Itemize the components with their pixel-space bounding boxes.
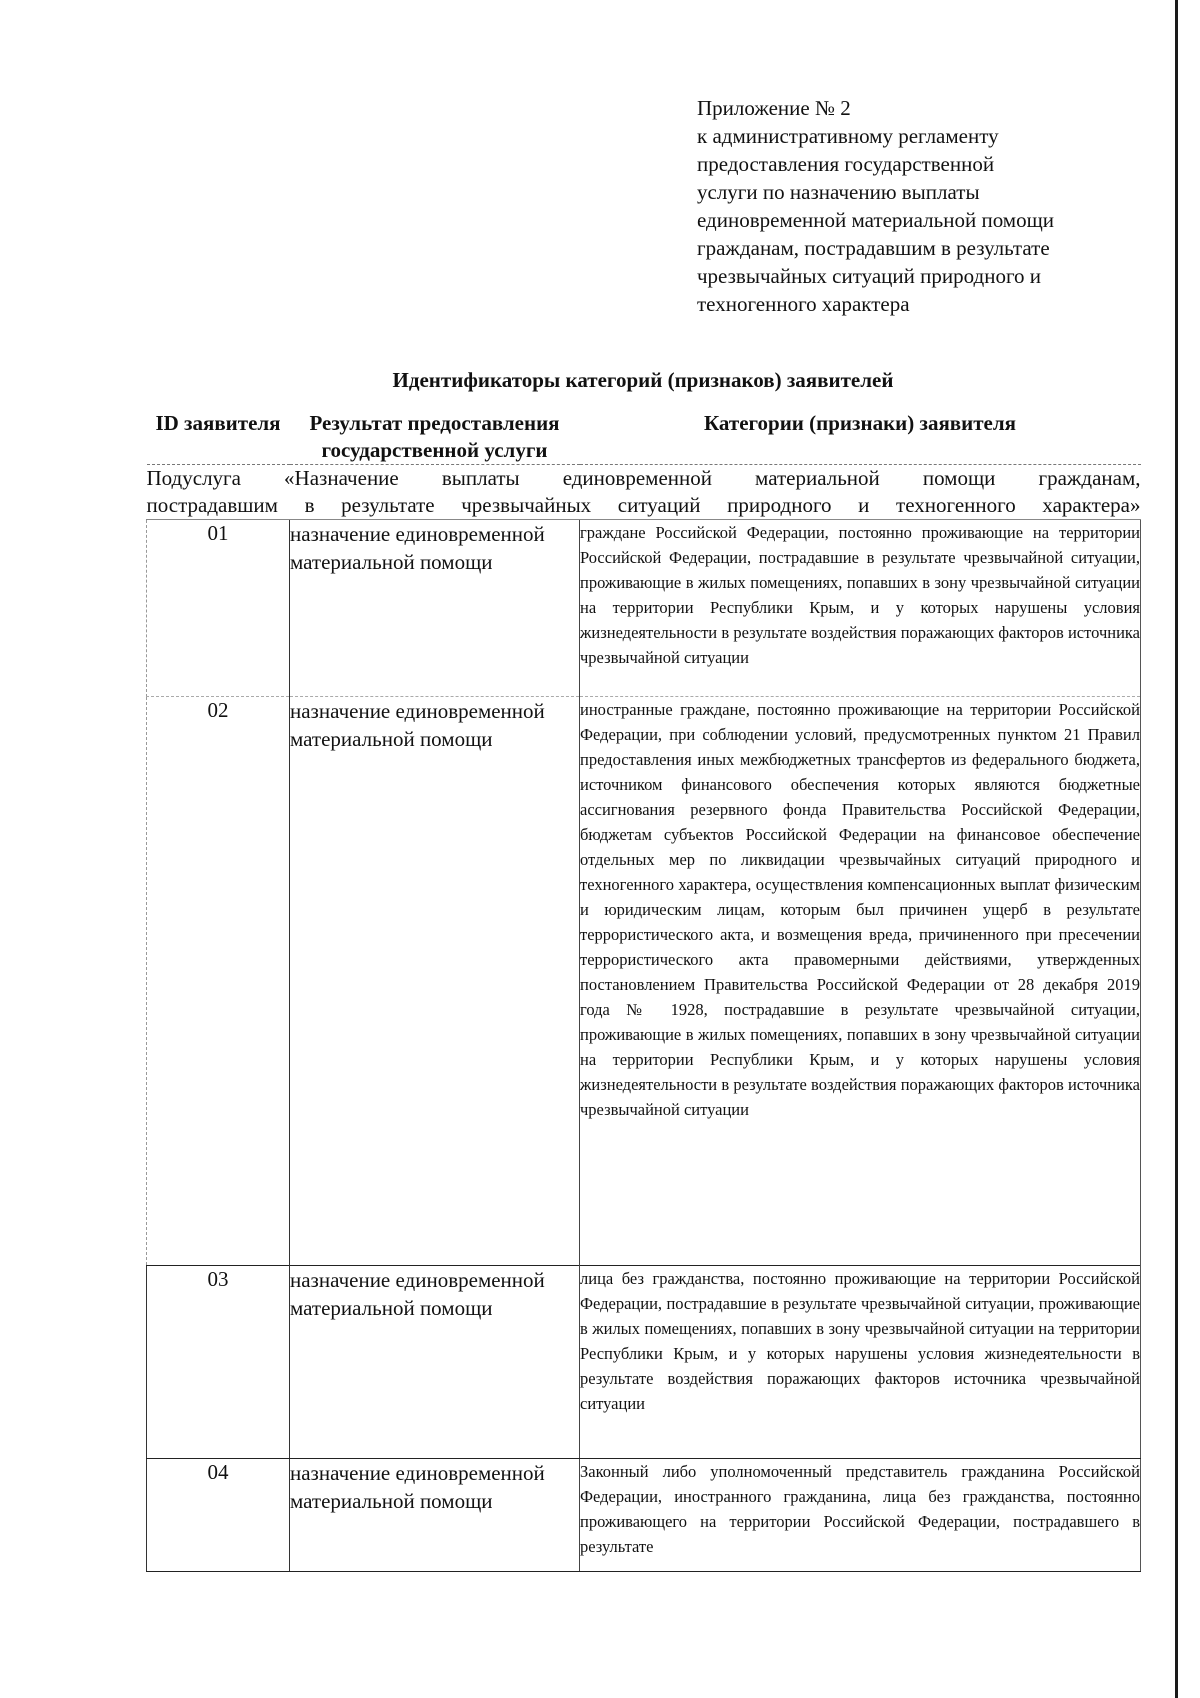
table-row — [147, 1459, 1141, 1572]
table-row — [147, 697, 1141, 1266]
table-row — [147, 1266, 1141, 1459]
cell-id: 02 — [147, 697, 290, 1266]
cell-id: 04 — [147, 1459, 290, 1572]
cell-id: 03 — [147, 1266, 290, 1459]
appendix-line: предоставления государственной — [697, 152, 995, 176]
header-category: Категории (признаки) заявителя — [580, 410, 1141, 465]
appendix-line: к административному регламенту — [697, 124, 999, 148]
cell-id: 01 — [147, 520, 290, 697]
cell-category: иностранные граждане, постоянно проживающие на территории Российской Федерации, при соблюдении условий, предусмотренных пунктом 21 Правил предоставления иных межбюджетных трансфертов из федерального бюджета, источником финансового обеспечения которых являются бюджетные ассигнования резервного фонда Правительства Российской Федерации, бюджетам субъектов Российской Федерации на финансовое обеспечение отдельных мер по ликвидации чрезвычайных ситуаций природного и техногенного характера, осуществления компенсационных выплат физическим и юридическим лицам, которым был причинен ущерб в результате террористического акта, и возмещения вреда, причиненного при пресечении террористического акта правомерными действиями, утвержденных постановлением Правительства Российской Федерации от 28 декабря 2019 года № 1928, пострадавшие в результате чрезвычайной ситуации, проживающие в жилых помещениях, попавших в зону чрезвычайной ситуации на территории Республики Крым, и у которых нарушены условия жизнедеятельности в результате воздействия поражающих факторов источника чрезвычайной ситуации — [580, 697, 1141, 1266]
subservice-cell — [147, 465, 1141, 520]
header-result: Результат предоставления государственной услуги — [290, 410, 580, 465]
appendix-line: Приложение № 2 — [697, 96, 851, 120]
table-row — [147, 520, 1141, 697]
cell-category: Законный либо уполномоченный представитель гражданина Российской Федерации, иностранного гражданина, лица без гражданства, постоянно проживающего на территории Российской Федерации, пострадавшего в результате — [580, 1459, 1141, 1572]
subservice-line: пострадавшим в результате чрезвычайных ситуаций природного и техногенного характера» — [146, 493, 1141, 517]
appendix-line: чрезвычайных ситуаций природного и — [697, 264, 1042, 288]
cell-result: назначение единовременной материальной помощи — [290, 520, 580, 697]
page-edge-line — [1175, 0, 1178, 1698]
cell-result: назначение единовременной материальной помощи — [290, 697, 580, 1266]
appendix-line: услуги по назначению выплаты — [697, 180, 980, 204]
appendix-line: гражданам, пострадавшим в результате — [697, 236, 1050, 260]
appendix-header — [697, 94, 1127, 318]
appendix-line: техногенного характера — [697, 292, 910, 316]
applicant-categories-table — [146, 410, 1141, 1572]
table-header-row — [147, 410, 1141, 465]
cell-category: лица без гражданства, постоянно проживающие на территории Российской Федерации, пострадавшие в результате чрезвычайной ситуации, проживающие в жилых помещениях, попавших в зону чрезвычайной ситуации на территории Республики Крым, и у которых нарушены условия жизнедеятельности в результате воздействия поражающих факторов источника чрезвычайной ситуации — [580, 1266, 1141, 1459]
appendix-line: единовременной материальной помощи — [697, 208, 1054, 232]
header-id: ID заявителя — [147, 410, 290, 465]
subservice-line: Подуслуга «Назначение выплаты единовременной материальной помощи гражданам, — [146, 466, 1141, 490]
cell-result: назначение единовременной материальной помощи — [290, 1459, 580, 1572]
document-title: Идентификаторы категорий (признаков) заявителей — [392, 368, 894, 392]
subservice-row — [147, 465, 1141, 520]
cell-category: граждане Российской Федерации, постоянно проживающие на территории Российской Федерации, пострадавшие в результате чрезвычайной ситуации, проживающие в жилых помещениях, попавших в зону чрезвычайной ситуации на территории Республики Крым, и у которых нарушены условия жизнедеятельности в результате воздействия поражающих факторов источника чрезвычайной ситуации — [580, 520, 1141, 697]
cell-result: назначение единовременной материальной помощи — [290, 1266, 580, 1459]
